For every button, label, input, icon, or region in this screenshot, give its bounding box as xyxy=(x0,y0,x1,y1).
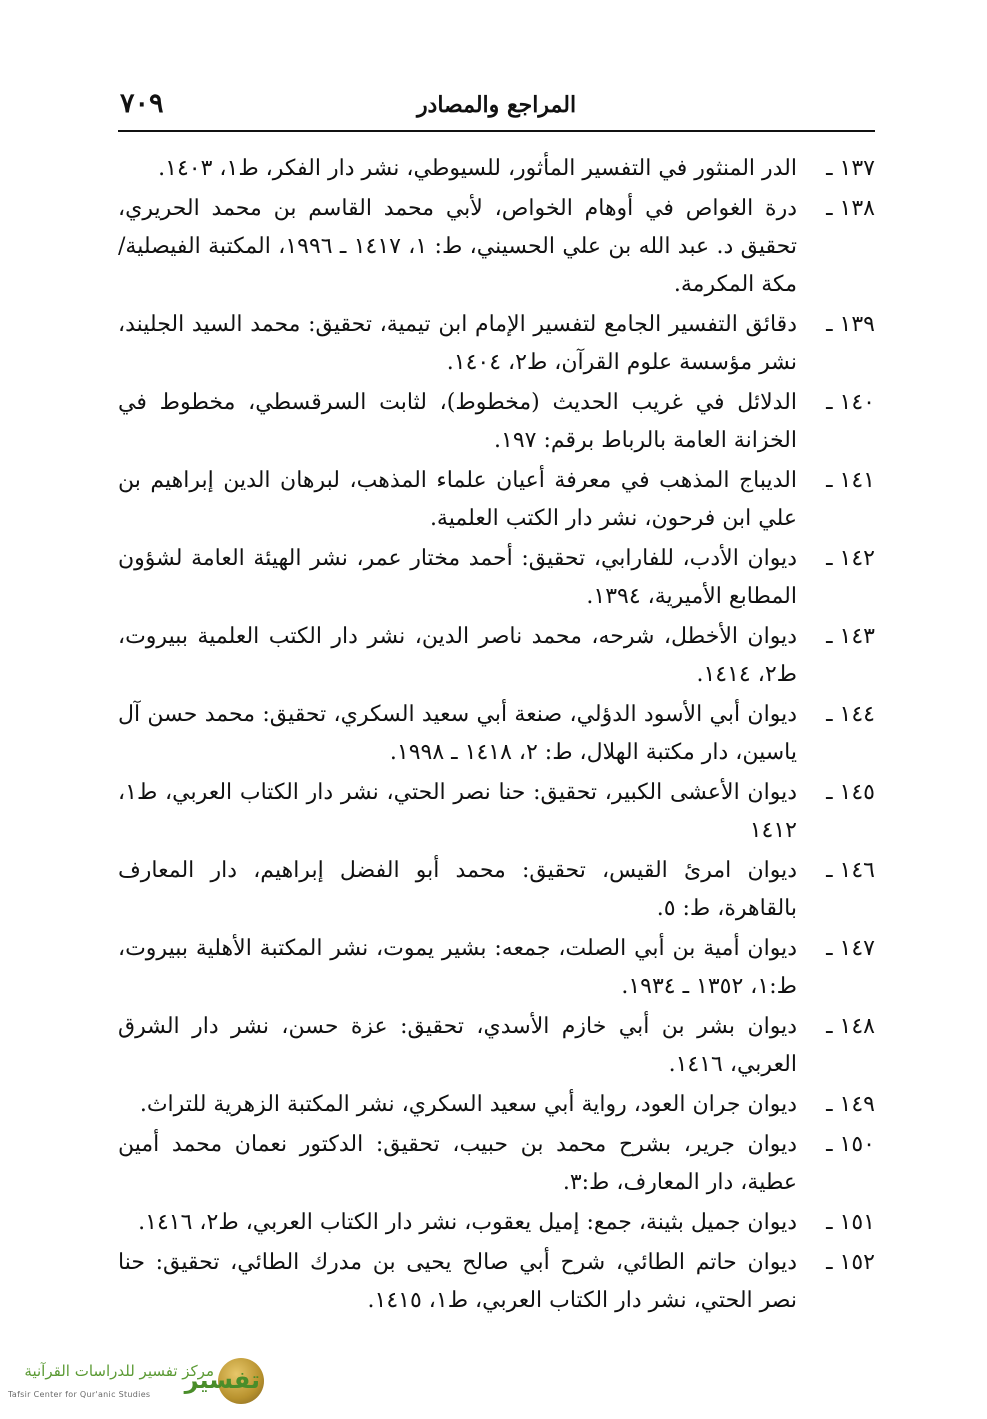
entry-number: ١٤٢ ـ xyxy=(826,546,875,571)
entry-text: الديباج المذهب في معرفة أعيان علماء المذهب، لبرهان الدين إبراهيم بن علي ابن فرحون، نشر دار الكتب العلمية. xyxy=(118,468,797,531)
entry-number: ١٣٩ ـ xyxy=(826,312,875,337)
references-list xyxy=(118,150,875,1322)
entry-text: ديوان جران العود، رواية أبي سعيد السكري، نشر المكتبة الزهرية للتراث. xyxy=(139,1092,797,1117)
entry-text: ديوان أبي الأسود الدؤلي، صنعة أبي سعيد السكري، تحقيق: محمد حسن آل ياسين، دار مكتبة الهلال، ط: ٢، ١٤١٨ ـ ١٩٩٨. xyxy=(118,702,797,765)
reference-entry xyxy=(118,306,875,382)
reference-entry xyxy=(118,774,875,850)
entry-text: دقائق التفسير الجامع لتفسير الإمام ابن تيمية، تحقيق: محمد السيد الجليند، نشر مؤسسة علوم القرآن، ط٢، ١٤٠٤. xyxy=(118,312,797,375)
reference-entry xyxy=(118,462,875,538)
entry-number: ١٣٧ ـ xyxy=(826,156,875,181)
entry-text: ديوان الأدب، للفارابي، تحقيق: أحمد مختار عمر، نشر الهيئة العامة لشؤون المطابع الأميرية، ١٣٩٤. xyxy=(118,546,797,609)
entry-text: ديوان جميل بثينة، جمع: إميل يعقوب، نشر دار الكتاب العربي، ط٢، ١٤١٦. xyxy=(138,1210,797,1235)
entry-number: ١٤٣ ـ xyxy=(826,624,875,649)
publisher-logo xyxy=(4,1356,266,1410)
logo-brand: تفسير xyxy=(184,1366,260,1394)
entry-text: ديوان جرير، بشرح محمد بن حبيب، تحقيق: الدكتور نعمان محمد أمين عطية، دار المعارف، ط:٣. xyxy=(118,1132,797,1195)
page-number: ٧٠٩ xyxy=(120,88,164,119)
reference-entry xyxy=(118,540,875,616)
entry-number: ١٥١ ـ xyxy=(826,1210,875,1235)
reference-entry xyxy=(118,696,875,772)
logo-title: مركز تفسير للدراسات القرآنية xyxy=(24,1362,214,1380)
entry-number: ١٤٩ ـ xyxy=(826,1092,875,1117)
entry-number: ١٤٨ ـ xyxy=(826,1014,875,1039)
entry-text: الدر المنثور في التفسير المأثور، للسيوطي، نشر دار الفكر، ط١، ١٤٠٣. xyxy=(158,156,797,181)
reference-entry xyxy=(118,1126,875,1202)
entry-text: ديوان امرئ القيس، تحقيق: محمد أبو الفضل إبراهيم، دار المعارف بالقاهرة، ط: ٥. xyxy=(118,858,797,921)
entry-number: ١٤٤ ـ xyxy=(826,702,875,727)
entry-number: ١٤١ ـ xyxy=(826,468,875,493)
entry-text: ديوان بشر بن أبي خازم الأسدي، تحقيق: عزة حسن، نشر دار الشرق العربي، ١٤١٦. xyxy=(118,1014,797,1077)
entry-number: ١٤٥ ـ xyxy=(826,780,875,805)
entry-number: ١٥٢ ـ xyxy=(826,1250,875,1275)
entry-text: درة الغواص في أوهام الخواص، لأبي محمد القاسم بن محمد الحريري، تحقيق د. عبد الله بن علي الحسيني، ط: ١، ١٤١٧ ـ ١٩٩٦، المكتبة الفيصلية/ مكة المكرمة. xyxy=(118,196,798,297)
entry-text: ديوان أمية بن أبي الصلت، جمعه: بشير يموت، نشر المكتبة الأهلية ببيروت، ط:١، ١٣٥٢ ـ ١٩٣٤. xyxy=(118,936,797,999)
reference-entry xyxy=(118,930,875,1006)
page-header xyxy=(118,84,875,132)
reference-entry xyxy=(118,150,875,188)
reference-entry xyxy=(118,1244,875,1320)
entry-number: ١٤٠ ـ xyxy=(826,390,875,415)
entry-number: ١٤٦ ـ xyxy=(826,858,875,883)
logo-subtitle: Tafsir Center for Qur'anic Studies xyxy=(8,1390,151,1399)
entry-number: ١٥٠ ـ xyxy=(826,1132,875,1157)
reference-entry xyxy=(118,190,875,304)
reference-entry xyxy=(118,852,875,928)
entry-text: ديوان حاتم الطائي، شرح أبي صالح يحيى بن مدرك الطائي، تحقيق: حنا نصر الحتي، نشر دار الكتاب العربي، ط١، ١٤١٥. xyxy=(118,1250,797,1313)
reference-entry xyxy=(118,1008,875,1084)
entry-number: ١٣٨ ـ xyxy=(826,196,875,221)
entry-text: ديوان الأعشى الكبير، تحقيق: حنا نصر الحتي، نشر دار الكتاب العربي، ط١، ١٤١٢ xyxy=(118,780,797,843)
running-title: المراجع والمصادر xyxy=(416,92,577,118)
reference-entry xyxy=(118,618,875,694)
entry-text: الدلائل في غريب الحديث (مخطوط)، لثابت السرقسطي، مخطوط في الخزانة العامة بالرباط برقم: ١٩٧. xyxy=(118,390,797,453)
entry-text: ديوان الأخطل، شرحه، محمد ناصر الدين، نشر دار الكتب العلمية ببيروت، ط٢، ١٤١٤. xyxy=(118,624,797,687)
reference-entry xyxy=(118,1086,875,1124)
reference-entry xyxy=(118,384,875,460)
entry-number: ١٤٧ ـ xyxy=(826,936,875,961)
reference-entry xyxy=(118,1204,875,1242)
